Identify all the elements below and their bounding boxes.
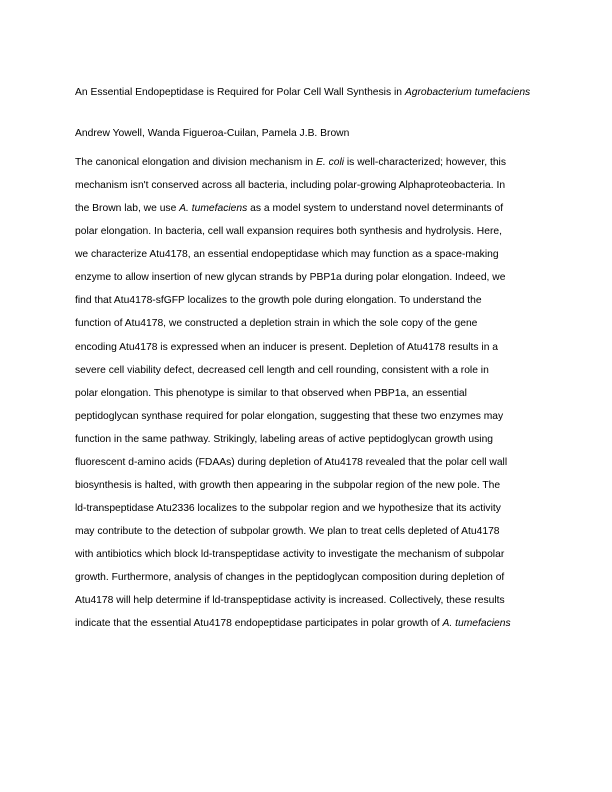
abstract-line-text: fluorescent d-amino acids (FDAAs) during depletion of Atu4178 revealed that the polar cell wall — [75, 456, 508, 468]
abstract-line — [75, 525, 550, 548]
abstract-line — [75, 433, 550, 456]
abstract-line-text: find that Atu4178-sfGFP localizes to the growth pole during elongation. To understand the — [75, 295, 482, 307]
abstract-line-text: function of Atu4178, we constructed a depletion strain in which the sole copy of the gene — [75, 318, 478, 330]
abstract-body — [75, 156, 550, 640]
abstract-line — [75, 617, 550, 640]
title-text: An Essential Endopeptidase is Required for Polar Cell Wall Synthesis in — [75, 87, 405, 98]
abstract-line — [75, 364, 550, 387]
abstract-line — [75, 479, 550, 502]
abstract-line-text: the Brown lab, we use — [75, 203, 180, 215]
abstract-line-text: we characterize Atu4178, an essential endopeptidase which may function as a space-making — [75, 249, 499, 261]
abstract-line — [75, 502, 550, 525]
abstract-line — [75, 341, 550, 364]
abstract-line — [75, 548, 550, 571]
abstract-line-text: biosynthesis is halted, with growth then appearing in the subpolar region of the new pole. The — [75, 479, 501, 491]
document-title — [75, 86, 545, 100]
abstract-line — [75, 456, 550, 479]
abstract-line-text: with antibiotics which block ld-transpeptidase activity to investigate the mechanism of subpolar — [75, 549, 505, 561]
abstract-line — [75, 156, 550, 179]
abstract-line-text: severe cell viability defect, decreased cell length and cell rounding, consistent with a role in — [75, 364, 489, 376]
abstract-line-text: mechanism isn't conserved across all bacteria, including polar-growing Alphaproteobacteria. In — [75, 180, 506, 192]
abstract-line-text: polar elongation. In bacteria, cell wall expansion requires both synthesis and hydrolysis. Here, — [75, 226, 502, 238]
title-organism: Agrobacterium tumefaciens — [404, 87, 531, 98]
abstract-line-text: polar elongation. This phenotype is similar to that observed when PBP1a, an essential — [75, 387, 467, 399]
abstract-line — [75, 225, 550, 248]
abstract-line-text: ld-transpeptidase Atu2336 localizes to the subpolar region and we hypothesize that its activity — [75, 502, 501, 514]
abstract-line — [75, 317, 550, 340]
abstract-line-text: indicate that the essential Atu4178 endopeptidase participates in polar growth of — [75, 618, 443, 630]
abstract-line-italic: E. coli — [315, 157, 345, 168]
abstract-line — [75, 179, 550, 202]
abstract-line — [75, 594, 550, 617]
abstract-line — [75, 271, 550, 294]
abstract-line — [75, 248, 550, 271]
abstract-line — [75, 410, 550, 433]
abstract-line-text: as a model system to understand novel determinants of — [247, 203, 504, 215]
abstract-line-text: growth. Furthermore, analysis of changes in the peptidoglycan composition during depletion of — [75, 572, 505, 584]
abstract-line-text: enzyme to allow insertion of new glycan strands by PBP1a during polar elongation. Indeed, we — [75, 272, 506, 284]
abstract-line-text: may contribute to the detection of subpolar growth. We plan to treat cells depleted of Atu4178 — [75, 526, 500, 537]
abstract-line-italic: A. tumefaciens — [442, 618, 511, 630]
abstract-line — [75, 387, 550, 410]
abstract-line — [75, 202, 550, 225]
abstract-line — [75, 571, 550, 594]
abstract-line-text: The canonical elongation and division mechanism in — [75, 157, 316, 168]
abstract-line-text: function in the same pathway. Strikingly, labeling areas of active peptidoglycan growth using — [75, 433, 494, 445]
author-list: Andrew Yowell, Wanda Figueroa-Cuilan, Pamela J.B. Brown — [75, 128, 350, 139]
abstract-line — [75, 294, 550, 317]
abstract-line-text: peptidoglycan synthase required for polar elongation, suggesting that these two enzymes may — [75, 410, 504, 422]
abstract-line-text: is well-characterized; however, this — [344, 157, 506, 168]
abstract-line-italic: A. tumefaciens — [179, 203, 248, 215]
abstract-line-text: encoding Atu4178 is expressed when an inducer is present. Depletion of Atu4178 results in a — [75, 341, 499, 353]
abstract-line-text: Atu4178 will help determine if ld-transpeptidase activity is increased. Collectively, these results — [75, 595, 505, 607]
